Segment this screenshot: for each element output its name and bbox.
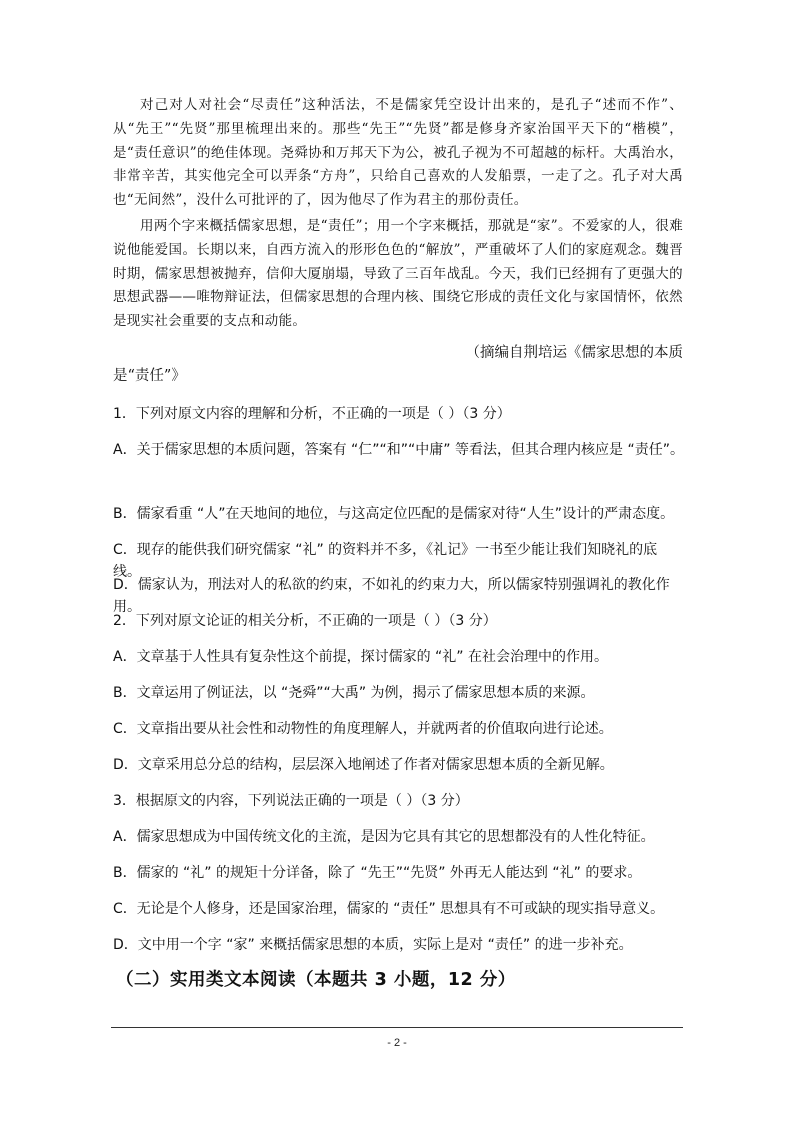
source-citation-line-1: （摘编自荆培运《儒家思想的本质 <box>465 345 683 361</box>
passage-paragraph-2: 用两个字来概括儒家思想，是“责任”；用一个字来概括，那就是“家”。不爱家的人，很难说他能爱国。长期以来，自西方流入的形形色色的“解放”，严重破坏了人们的家庭观念。魏晋时期，儒家思想被抛弃，信仰大厦崩塌，导致了三百年战乱。今天，我们已经拥有了更强大的思想武器——唯物辩证法，但儒家思想的合理内核、围绕它形成的责任文化与家国情怀，依然是现实社会重要的支点和动能。 <box>113 218 683 330</box>
question-3-option-d: D．文中用一个字 “家” 来概括儒家思想的本质，实际上是对 “责任” 的进一步补充。 <box>113 937 633 953</box>
question-3: 3．根据原文的内容，下列说法正确的一项是（ ）（3 分） <box>113 793 469 809</box>
source-citation <box>113 342 683 388</box>
question-1-option-c: C．现存的能供我们研究儒家 “礼” 的资料并不多，《礼记》一书至少能让我们知晓礼的底线。 <box>113 542 658 580</box>
question-1: 1．下列对原文内容的理解和分析，不正确的一项是（ ）（3 分） <box>113 406 511 422</box>
question-2-option-b: B．文章运用了例证法，以 “尧舜”“大禹” 为例，揭示了儒家思想本质的来源。 <box>113 685 595 701</box>
question-2-option-d: D．文章采用总分总的结构，层层深入地阐述了作者对儒家思想本质的全新见解。 <box>113 757 614 773</box>
question-2-option-a: A．文章基于人性具有复杂性这个前提，探讨儒家的 “礼” 在社会治理中的作用。 <box>113 649 608 665</box>
footer-divider <box>111 1027 683 1028</box>
section-heading: （二）实用类文本阅读（本题共 3 小题，12 分） <box>116 970 516 990</box>
question-3-option-b: B．儒家的 “礼” 的规矩十分详备，除了 “先王”“先贤” 外再无人能达到 “礼” 的要求。 <box>113 865 642 881</box>
question-1-option-a: A．关于儒家思想的本质问题，答案有 “仁”“和”“中庸” 等看法，但其合理内核应是 “责任”。 <box>113 442 684 458</box>
question-1-option-b: B．儒家看重 “人”在天地间的地位，与这高定位匹配的是儒家对待“人生”设计的严肃态度。 <box>113 506 675 522</box>
passage-paragraph-1: 对己对人对社会“尽责任”这种活法，不是儒家凭空设计出来的，是孔子“述而不作”、从“先王”“先贤”那里梳理出来的。那些“先王”“先贤”都是修身齐家治国平天下的“楷模”，是“责任意识”的绝佳体现。尧舜协和万邦天下为公，被孔子视为不可超越的标杆。大禹治水，非常辛苦，其实他完全可以弄条“方舟”，只给自己喜欢的人发船票，一走了之。孔子对大禹也“无间然”，没什么可批评的了，因为他尽了作为君主的那份责任。 <box>113 97 683 209</box>
page-number: - 2 - <box>387 1037 407 1049</box>
question-3-option-c: C．无论是个人修身，还是国家治理，儒家的 “责任” 思想具有不可或缺的现实指导意义。 <box>113 901 665 917</box>
question-3-option-a: A．儒家思想成为中国传统文化的主流，是因为它具有其它的思想都没有的人性化特征。 <box>113 829 655 845</box>
question-1-option-d: D．儒家认为，刑法对人的私欲的约束，不如礼的约束力大，所以儒家特别强调礼的教化作用。 <box>113 577 670 615</box>
question-2: 2．下列对原文论证的相关分析，不正确的一项是（ ）（3 分） <box>113 613 497 629</box>
question-2-option-c: C．文章指出要从社会性和动物性的角度理解人，并就两者的价值取向进行论述。 <box>113 721 613 737</box>
source-citation-line-2: 是“责任”》 <box>113 368 186 384</box>
